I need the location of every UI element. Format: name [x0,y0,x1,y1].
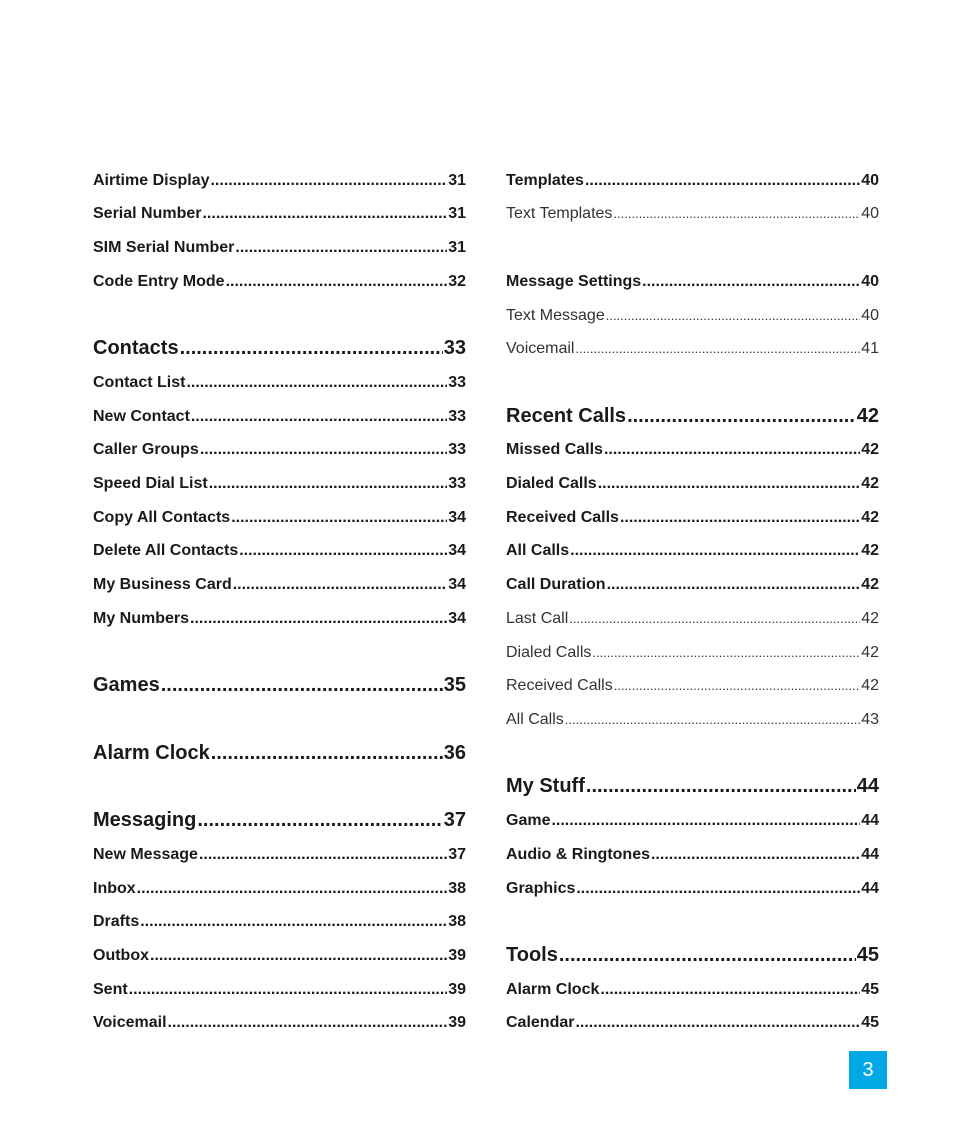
toc-entry-templates [506,170,879,192]
toc-entry-page-number: 35 [443,674,466,696]
toc-entry-page-number: 42 [861,677,879,694]
toc-entry-delete-all-contacts [93,540,466,562]
toc-entry-calendar [506,1012,879,1034]
dot-leader [200,439,447,461]
toc-entry-dialed-calls [506,642,879,664]
toc-entry-title: Serial Number [93,205,202,222]
toc-entry-messaging [93,806,466,834]
dot-leader [620,507,860,529]
dot-leader [211,739,443,767]
dot-leader [592,642,860,664]
toc-entry-title: Caller Groups [93,441,199,458]
toc-entry-page-number: 40 [861,307,879,324]
toc-entry-title: Message Settings [506,273,642,290]
toc-entry-call-duration [506,574,879,596]
toc-entry-page-number: 40 [861,172,879,189]
toc-entry-contact-list [93,372,466,394]
toc-entry-voicemail [506,338,879,360]
toc-entry-missed-calls [506,439,879,461]
toc-entry-title: Templates [506,172,584,189]
dot-leader [140,911,447,933]
toc-entry-title: Copy All Contacts [93,509,231,526]
toc-entry-copy-all-contacts [93,507,466,529]
toc-entry-page-number: 34 [448,610,466,627]
toc-entry-title: Text Message [506,307,605,324]
toc-entry-title: Graphics [506,880,576,897]
toc-entry-page-number: 33 [443,337,466,359]
toc-entry-page-number: 34 [448,509,466,526]
toc-entry-page-number: 36 [443,742,466,764]
toc-entry-page-number: 32 [448,273,466,290]
toc-entry-graphics [506,878,879,900]
dot-leader [559,941,856,969]
dot-leader [168,1012,448,1034]
toc-entry-title: My Stuff [506,775,585,797]
page-number-badge: 3 [849,1051,887,1089]
toc-entry-page-number: 38 [448,913,466,930]
toc-entry-title: Drafts [93,913,140,930]
toc-entry-all-calls [506,540,879,562]
toc-entry-title: Inbox [93,880,136,897]
toc-entry-outbox [93,945,466,967]
dot-leader [651,844,860,866]
toc-entry-page-number: 42 [861,441,879,458]
dot-leader [642,271,860,293]
dot-leader [239,540,447,562]
toc-entry-page-number: 39 [448,947,466,964]
dot-leader [570,540,860,562]
toc-entry-page-number: 42 [861,644,879,661]
toc-entry-title: Voicemail [506,340,575,357]
toc-entry-new-message [93,844,466,866]
dot-leader [565,709,860,731]
dot-leader [575,338,860,360]
toc-entry-all-calls [506,709,879,731]
toc-entry-my-business-card [93,574,466,596]
toc-entry-text-templates [506,203,879,225]
dot-leader [226,271,448,293]
toc-entry-page-number: 39 [448,1014,466,1031]
toc-entry-drafts [93,911,466,933]
toc-entry-title: Voicemail [93,1014,167,1031]
toc-entry-title: Sent [93,981,128,998]
toc-entry-page-number: 38 [448,880,466,897]
toc-entry-title: Call Duration [506,576,606,593]
toc-entry-sent [93,979,466,1001]
toc-entry-page-number: 44 [861,812,879,829]
dot-leader [190,608,447,630]
toc-entry-page-number: 37 [448,846,466,863]
toc-entry-title: All Calls [506,542,570,559]
toc-entry-page-number: 33 [448,475,466,492]
toc-entry-title: Audio & Ringtones [506,846,650,863]
toc-entry-title: My Numbers [93,610,190,627]
toc-entry-caller-groups [93,439,466,461]
toc-entry-title: Delete All Contacts [93,542,239,559]
dot-leader [199,844,447,866]
dot-leader [598,473,861,495]
toc-entry-message-settings [506,271,879,293]
toc-entry-serial-number [93,203,466,225]
toc-entry-title: Contacts [93,337,179,359]
toc-entry-page-number: 34 [448,576,466,593]
toc-entry-code-entry-mode [93,271,466,293]
toc-entry-title: Airtime Display [93,172,210,189]
toc-entry-page-number: 31 [448,172,466,189]
dot-leader [197,806,442,834]
toc-entry-alarm-clock [506,979,879,1001]
toc-entry-page-number: 42 [861,542,879,559]
dot-leader [137,878,448,900]
toc-entry-page-number: 33 [448,441,466,458]
dot-leader [613,203,860,225]
toc-entry-page-number: 39 [448,981,466,998]
toc-entry-tools [506,941,879,969]
toc-entry-title: Received Calls [506,509,619,526]
dot-leader [129,979,448,1001]
toc-entry-page-number: 31 [448,205,466,222]
toc-entry-inbox [93,878,466,900]
toc-entry-title: Alarm Clock [506,981,600,998]
toc-entry-page-number: 42 [856,405,879,427]
dot-leader [202,203,447,225]
toc-entry-title: Tools [506,944,558,966]
dot-leader [551,810,860,832]
toc-entry-page-number: 44 [861,880,879,897]
toc-entry-dialed-calls [506,473,879,495]
toc-entry-title: Recent Calls [506,405,627,427]
toc-entry-page-number: 42 [861,576,879,593]
dot-leader [600,979,860,1001]
dot-leader [161,671,443,699]
dot-leader [231,507,447,529]
dot-leader [180,334,443,362]
toc-entry-last-call [506,608,879,630]
toc-entry-text-message [506,305,879,327]
toc-entry-page-number: 44 [856,775,879,797]
toc-entry-game [506,810,879,832]
dot-leader [607,574,861,596]
toc-entry-page-number: 40 [861,273,879,290]
toc-entry-title: Games [93,674,160,696]
toc-entry-title: Alarm Clock [93,742,210,764]
toc-entry-title: Game [506,812,551,829]
dot-leader [606,305,860,327]
dot-leader [575,1012,860,1034]
dot-leader [586,772,856,800]
dot-leader [576,878,860,900]
toc-entry-title: Dialed Calls [506,475,597,492]
toc-entry-title: SIM Serial Number [93,239,235,256]
toc-entry-my-stuff [506,772,879,800]
toc-entry-page-number: 45 [861,981,879,998]
toc-entry-title: Dialed Calls [506,644,592,661]
toc-entry-audio-and-ringtones [506,844,879,866]
dot-leader [585,170,860,192]
toc-entry-page-number: 44 [861,846,879,863]
dot-leader [627,402,856,430]
toc-entry-alarm-clock [93,739,466,767]
toc-entry-page-number: 37 [443,809,466,831]
dot-leader [233,574,447,596]
toc-entry-page-number: 42 [861,475,879,492]
toc-entry-title: Outbox [93,947,149,964]
toc-entry-title: Text Templates [506,205,613,222]
dot-leader [614,675,860,697]
toc-entry-page-number: 43 [861,711,879,728]
toc-entry-page-number: 34 [448,542,466,559]
toc-entry-title: Contact List [93,374,186,391]
toc-entry-page-number: 45 [856,944,879,966]
toc-entry-title: Code Entry Mode [93,273,225,290]
toc-entry-page-number: 42 [861,610,879,627]
toc-entry-speed-dial-list [93,473,466,495]
toc-entry-recent-calls [506,402,879,430]
toc-entry-my-numbers [93,608,466,630]
toc-entry-page-number: 31 [448,239,466,256]
toc-entry-page-number: 33 [448,408,466,425]
toc-entry-title: All Calls [506,711,564,728]
toc-entry-received-calls [506,675,879,697]
dot-leader [604,439,860,461]
dot-leader [210,170,447,192]
dot-leader [235,237,447,259]
toc-entry-voicemail [93,1012,466,1034]
dot-leader [150,945,447,967]
toc-entry-title: Calendar [506,1014,575,1031]
toc-entry-page-number: 45 [861,1014,879,1031]
toc-entry-page-number: 40 [861,205,879,222]
toc-entry-contacts [93,334,466,362]
toc-entry-airtime-display [93,170,466,192]
toc-entry-title: New Message [93,846,198,863]
dot-leader [209,473,448,495]
dot-leader [191,406,447,428]
toc-entry-page-number: 33 [448,374,466,391]
toc-entry-received-calls [506,507,879,529]
dot-leader [569,608,860,630]
toc-entry-games [93,671,466,699]
toc-entry-title: My Business Card [93,576,232,593]
toc-entry-new-contact [93,406,466,428]
toc-entry-sim-serial-number [93,237,466,259]
toc-entry-title: Messaging [93,809,197,831]
toc-entry-page-number: 42 [861,509,879,526]
toc-entry-title: Speed Dial List [93,475,208,492]
toc-entry-title: Received Calls [506,677,613,694]
toc-entry-title: New Contact [93,408,190,425]
toc-entry-page-number: 41 [861,340,879,357]
dot-leader [186,372,447,394]
toc-entry-title: Missed Calls [506,441,603,458]
toc-entry-title: Last Call [506,610,569,627]
